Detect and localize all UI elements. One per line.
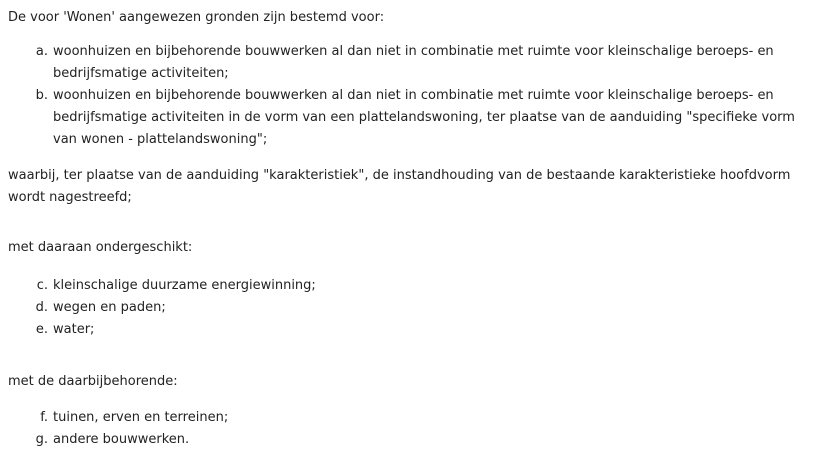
list-item-text: wegen en paden; (53, 300, 166, 315)
list-item-text: woonhuizen en bijbehorende bouwwerken al dan niet in combinatie met ruimte voor kleinschalige beroeps- en bedrijfsmatige activiteiten in de vorm van een plattelandswoning, ter plaatse van de aanduiding "specifieke vorm van wonen - plattelandswoning"; (53, 88, 795, 147)
list-marker: g. (35, 432, 48, 447)
list-cde (8, 275, 808, 341)
list-item-text: tuinen, erven en terreinen; (53, 410, 229, 425)
list-marker: c. (36, 278, 48, 293)
list-marker: b. (35, 88, 48, 103)
list-ab (8, 41, 808, 151)
list-item (8, 41, 798, 85)
list-item (8, 429, 798, 451)
list-marker: e. (35, 322, 48, 337)
list-fg (8, 407, 808, 451)
list-item-text: water; (53, 322, 95, 337)
waarbij-paragraph: waarbij, ter plaatse van de aanduiding "karakteristiek", de instandhouding van de bestaande karakteristieke hoofdvorm wordt nagestreefd; (8, 168, 791, 205)
list-item (8, 85, 798, 151)
list-item-text: andere bouwwerken. (53, 432, 190, 447)
list-marker: f. (40, 410, 48, 425)
ondergeschikt-heading: met daaraan ondergeschikt: (8, 240, 193, 255)
list-item (8, 275, 798, 297)
list-item (8, 297, 798, 319)
list-marker: d. (35, 300, 48, 315)
intro-paragraph: De voor 'Wonen' aangewezen gronden zijn bestemd voor: (8, 10, 385, 25)
list-item-text: kleinschalige duurzame energiewinning; (53, 278, 316, 293)
list-item (8, 319, 798, 341)
bijbehorende-heading: met de daarbijbehorende: (8, 374, 178, 389)
list-item-text: woonhuizen en bijbehorende bouwwerken al dan niet in combinatie met ruimte voor kleinschalige beroeps- en bedrijfsmatige activiteiten; (53, 44, 774, 81)
list-marker: a. (35, 44, 48, 59)
list-item (8, 407, 798, 429)
